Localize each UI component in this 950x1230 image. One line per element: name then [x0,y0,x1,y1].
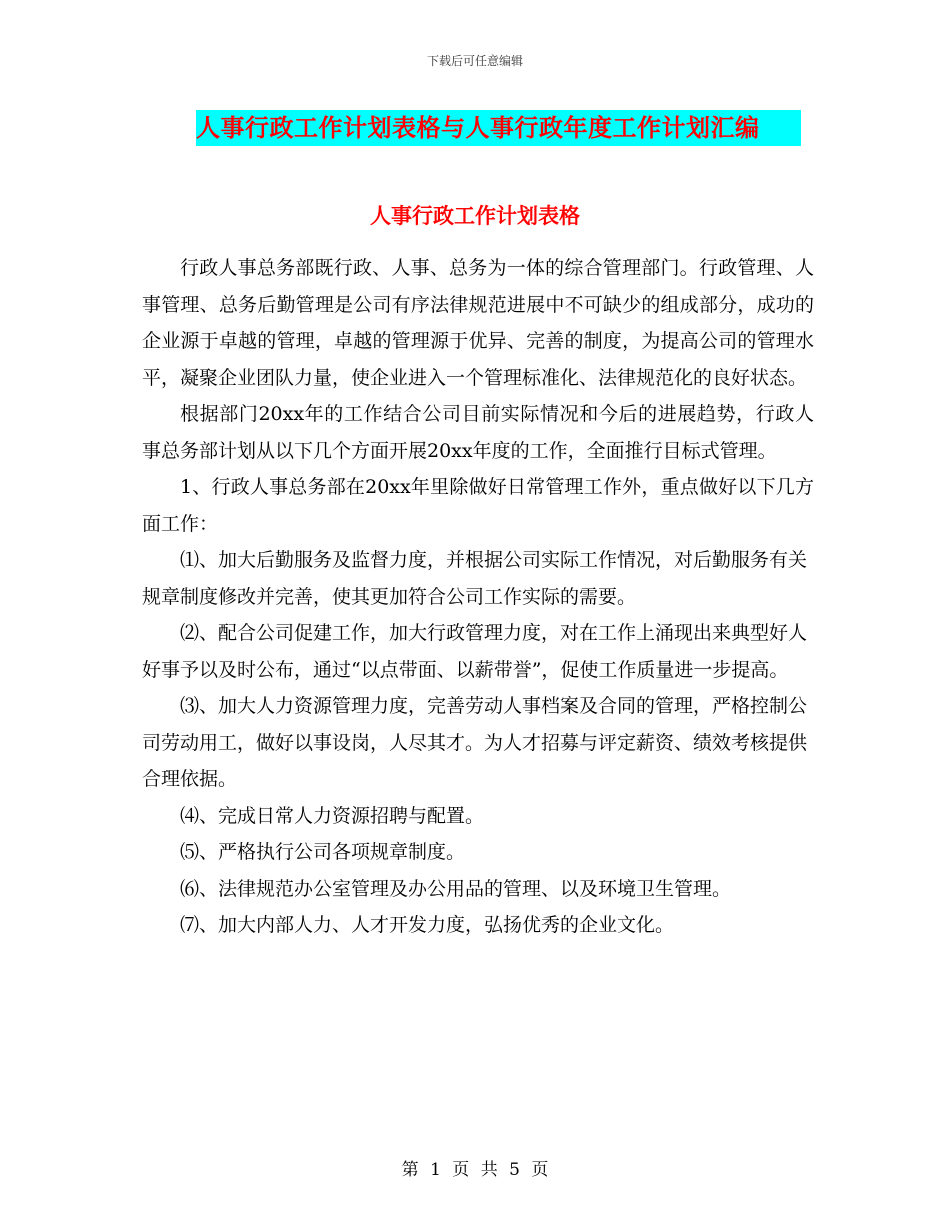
header-note: 下载后可任意编辑 [426,54,523,68]
paragraph-plan: 根据部门20xx年的工作结合公司目前实际情况和今后的进展趋势，行政人事总务部计划从以下几个方面开展20xx年度的工作，全面推行目标式管理。 [142,403,814,462]
list-item: ⑺、加大内部人力、人才开发力度，弘扬优秀的企业文化。 [180,914,675,936]
paragraph-intro: 行政人事总务部既行政、人事、总务为一体的综合管理部门。行政管理、人事管理、总务后勤管理是公司有序法律规范进展中不可缺少的组成部分，成功的企业源于卓越的管理，卓越的管理源于优异、完善的制度，为提高公司的管理水平，凝聚企业团队力量，使企业进入一个管理标准化、法律规范化的良好状态。 [142,257,814,389]
list-item: ⑶、加大人力资源管理力度，完善劳动人事档案及合同的管理，严格控制公司劳动用工，做好以事设岗，人尽其才。为人才招募与评定薪资、绩效考核提供合理依据。 [142,695,808,790]
list-item: ⑴、加大后勤服务及监督力度，并根据公司实际工作情况，对后勤服务有关规章制度修改并完善，使其更加符合公司工作实际的需要。 [142,549,808,608]
document-body [142,250,814,944]
list-item: ⑸、严格执行公司各项规章制度。 [180,841,466,863]
main-title: 人事行政工作计划表格与人事行政年度工作计划汇编 [196,110,801,146]
page-footer: 第 1 页 共 5 页 [401,1160,549,1180]
list-item: ⑷、完成日常人力资源招聘与配置。 [180,804,485,827]
section-title: 人事行政工作计划表格 [370,204,580,228]
paragraph-point-1: 1、行政人事总务部在20xx年里除做好日常管理工作外，重点做好以下几方面工作： [142,476,814,535]
list-item: ⑵、配合公司促建工作，加大行政管理力度，对在工作上涌现出来典型好人好事予以及时公布，通过“以点带面、以薪带誉”，促使工作质量进一步提高。 [142,622,808,681]
list-item: ⑹、法律规范办公室管理及办公用品的管理、以及环境卫生管理。 [180,877,732,900]
